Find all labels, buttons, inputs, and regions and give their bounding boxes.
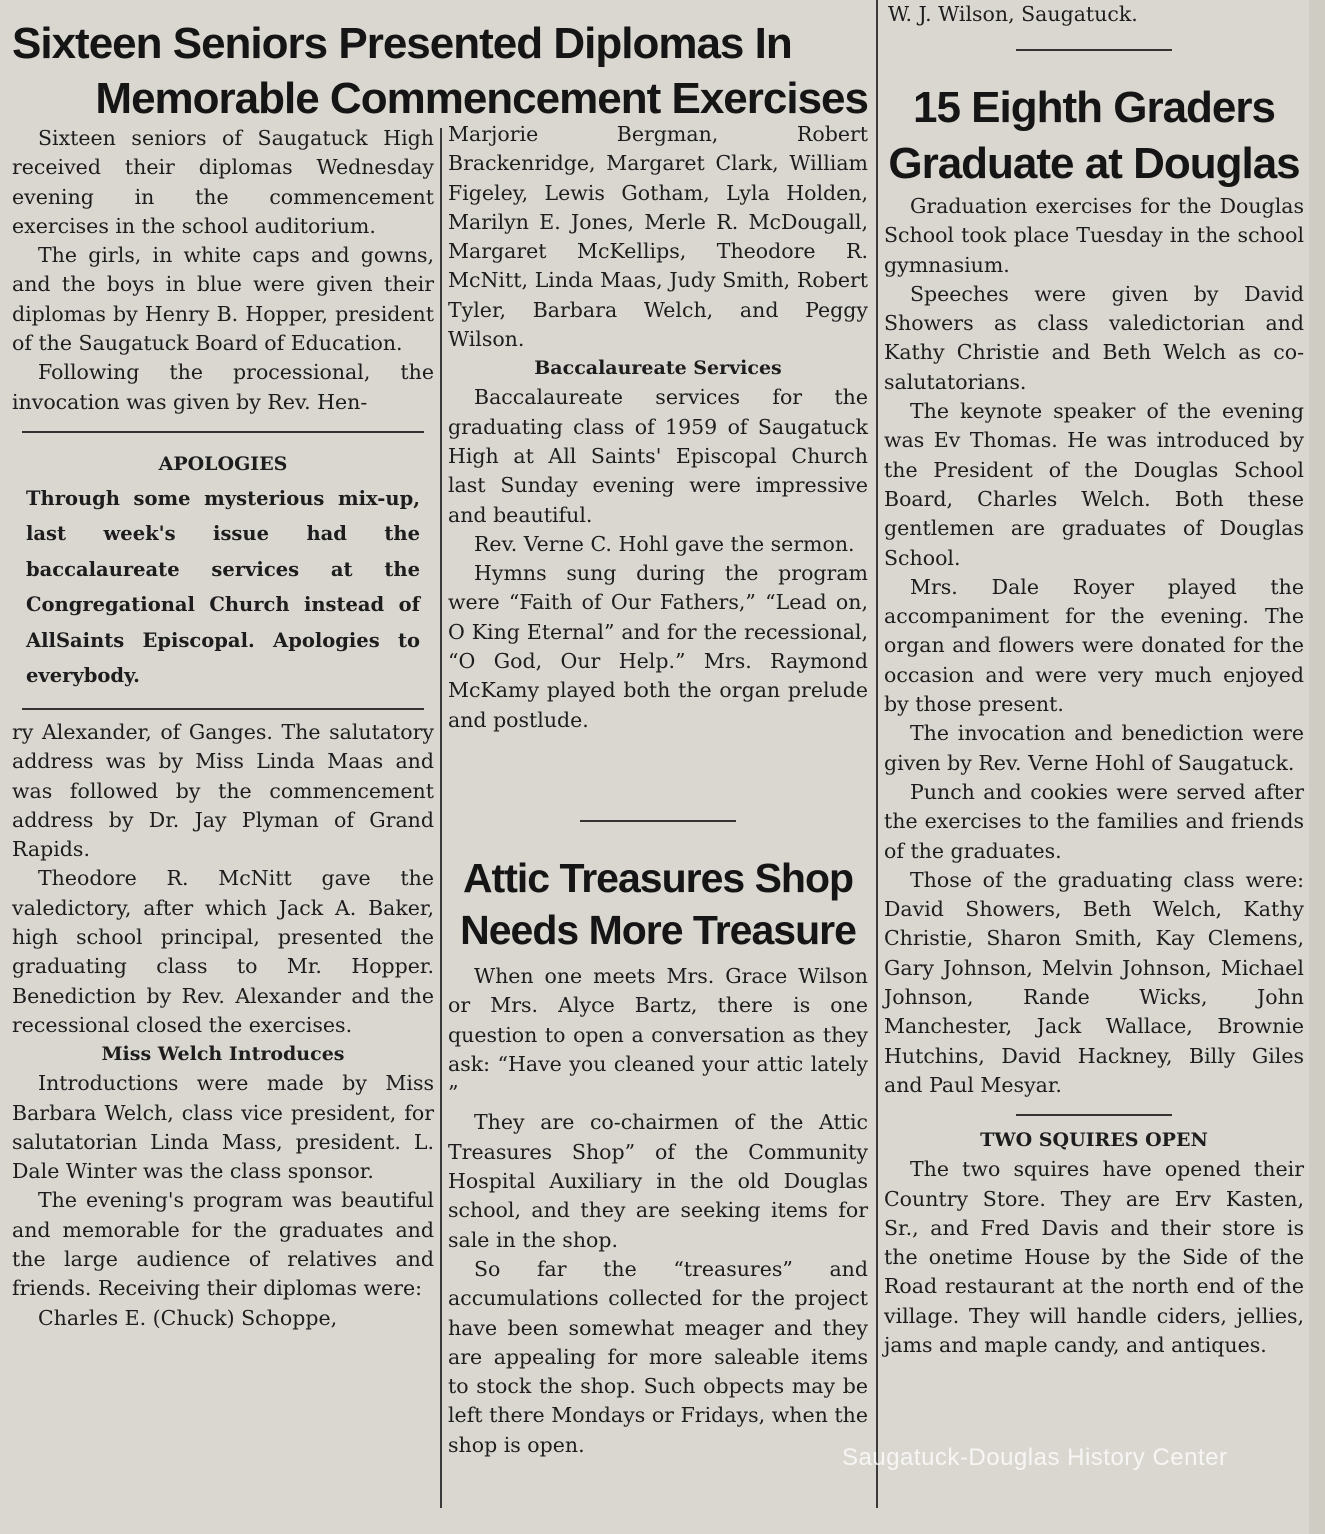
paragraph: So far the “treasures” and accumulations collected for the project have been somewhat meager and they are appealing for more saleable items to stock the shop. Such obpects may be left there Mondays or Fridays, when the shop is open. <box>448 1256 868 1457</box>
column-1 <box>12 124 434 1333</box>
main-story-intro <box>12 124 434 417</box>
paragraph: The keynote speaker of the evening was Ev Thomas. He was introduced by the President of the Douglas School Board, Charles Welch. Both these gentlemen are graduates of Douglas School. <box>884 399 1304 570</box>
attic-headline <box>448 852 868 956</box>
douglas-story <box>884 192 1304 1360</box>
squires-story <box>884 1155 1304 1360</box>
douglas-story-body <box>884 192 1304 1100</box>
apology-top-rule <box>22 431 424 433</box>
main-headline-line2: Memorable Commencement Exercises <box>95 74 868 123</box>
paragraph: Speeches were given by David Showers as class valedictorian and Kathy Christie and Beth Welch as co-salutatorians. <box>884 281 1304 394</box>
paragraph: The two squires have opened their Country Store. They are Erv Kasten, Sr., and Fred Davis and their store is the onetime House by the Side of the Road restaurant at the north end of the village. They will handle ciders, jellies, jams and maple candy, and antiques. <box>884 1157 1304 1357</box>
paragraph: Rev. Verne C. Hohl gave the sermon. <box>474 531 855 556</box>
paragraph: Graduation exercises for the Douglas School took place Tuesday in the school gymnasium. <box>884 194 1304 277</box>
paragraph: Introductions were made by Miss Barbara Welch, class vice president, for salutatorian Linda Mass, president. L. Dale Winter was the class sponsor. <box>12 1071 434 1184</box>
main-headline-line1: Sixteen Seniors Presented Diplomas In <box>12 19 792 68</box>
paragraph: Theodore R. McNitt gave the valedictory, after which Jack A. Baker, high school principal, presented the graduating class to Mr. Hopper. Benediction by Rev. Alexander and the recessional closed the exercises. <box>12 866 434 1037</box>
column-rule-1 <box>440 128 442 1508</box>
main-headline <box>12 16 868 126</box>
paragraph: They are co-chairmen of the Attic Treasures Shop” of the Community Hospital Auxiliary in the old Douglas school, and they are seeking items for sale in the shop. <box>448 1110 868 1252</box>
squires-title: TWO SQUIRES OPEN <box>980 1129 1208 1152</box>
paragraph: The invocation and benediction were given by Rev. Verne Hohl of Saugatuck. <box>884 721 1304 775</box>
watermark: Saugatuck-Douglas History Center <box>842 1444 1228 1471</box>
paragraph: Hymns sung during the program were “Faith of Our Fathers,” “Lead on, O King Eternal” and for the recessional, “O God, Our Help.” Mrs. Raymond McKamy played both the organ prelude and postlude. <box>448 561 868 732</box>
attic-story <box>448 962 868 1460</box>
apology-title: APOLOGIES <box>158 452 288 475</box>
adjacent-page-edge <box>1309 0 1325 1534</box>
paragraph: Mrs. Dale Royer played the accompaniment for the evening. The organ and flowers were donated for the occasion and were very much enjoyed by those present. <box>884 574 1304 717</box>
column-2 <box>448 120 868 735</box>
paragraph: Charles E. (Chuck) Schoppe, <box>38 1305 338 1330</box>
paragraph: Punch and cookies were served after the exercises to the families and friends of the graduates. <box>884 779 1304 863</box>
douglas-headline-line1: 15 Eighth Graders <box>912 83 1275 132</box>
paragraph: Baccalaureate services for the graduating class of 1959 of Saugatuck High at All Saints' Episcopal Church last Sunday evening were impressive and beautiful. <box>448 385 868 527</box>
paragraph: When one meets Mrs. Grace Wilson or Mrs. Alyce Bartz, there is one question to open a conversation as they ask: “Have you cleaned your attic lately ” <box>448 964 868 1106</box>
main-story-continued <box>12 718 434 1333</box>
top-separator <box>1016 49 1172 51</box>
paragraph: Those of the graduating class were: David Showers, Beth Welch, Kathy Christie, Sharon Smith, Kay Clemens, Gary Johnson, Melvin Johnson, Michael Johnson, Rande Wicks, John Manchester, Jack Wallace, Brownie Hutchins, David Hackney, Billy Giles and Paul Mesyar. <box>884 867 1304 1097</box>
paragraph: Following the processional, the invocation was given by Rev. Hen- <box>12 360 434 414</box>
paragraph: Sixteen seniors of Saugatuck High received their diplomas Wednesday evening in the commencement exercises in the school auditorium. <box>12 126 434 238</box>
attic-headline-line2: Needs More Treasure <box>460 907 856 953</box>
subhead-welch: Miss Welch Introduces <box>101 1043 345 1066</box>
column-rule-2 <box>876 0 878 1508</box>
attic-headline-line1: Attic Treasures Shop <box>462 855 854 901</box>
apology-body: Through some mysterious mix-up, last week's issue had the baccalaureate services at the Congregational Church instead of AllSaints Episcopal. Apologies to everybody. <box>26 486 420 688</box>
paragraph: The evening's program was beautiful and memorable for the graduates and the large audience of relatives and friends. Receiving their diplomas were: <box>12 1188 434 1301</box>
douglas-headline-line2: Graduate at Douglas <box>888 139 1300 188</box>
paragraph: The girls, in white caps and gowns, and the boys in blue were given their diplomas by Henry B. Hopper, president of the Saugatuck Board of Education. <box>12 243 434 356</box>
graduate-names: Marjorie Bergman, Robert Brackenridge, Margaret Clark, William Figeley, Lewis Gotham, Lyla Holden, Marilyn E. Jones, Merle R. McDougall, Margaret McKellips, Theodore R. McNitt, Linda Maas, Judy Smith, Robert Tyler, Barbara Welch, and Peggy Wilson. <box>448 122 868 352</box>
attic-story-body <box>448 962 868 1460</box>
wilson-fragment <box>884 0 1304 29</box>
main-story-col2 <box>448 120 868 735</box>
story-separator <box>580 820 736 822</box>
paragraph: ry Alexander, of Ganges. The salutatory address was by Miss Linda Maas and was followed by the commencement address by Dr. Jay Plyman of Grand Rapids. <box>12 719 434 862</box>
top-fragment: W. J. Wilson, Saugatuck. <box>888 2 1138 26</box>
column-3 <box>884 0 1304 51</box>
subhead-baccalaureate: Baccalaureate Services <box>534 357 782 380</box>
douglas-headline <box>884 80 1304 192</box>
